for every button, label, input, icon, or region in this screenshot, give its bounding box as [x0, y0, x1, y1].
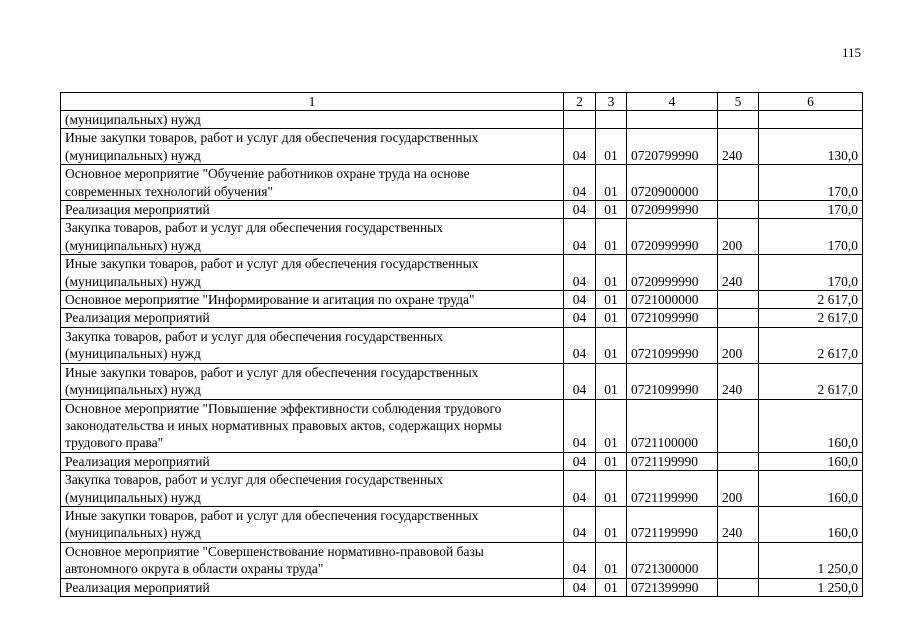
row-subsection: 01 — [596, 255, 627, 291]
row-name: Закупка товаров, работ и услуг для обеспечения государственных (муниципальных) нужд — [61, 219, 564, 255]
row-expense-type — [718, 201, 759, 219]
row-name: Основное мероприятие "Информирование и агитация по охране труда" — [61, 291, 564, 309]
table-row — [61, 255, 863, 291]
row-name: Иные закупки товаров, работ и услуг для обеспечения государственных (муниципальных) нужд — [61, 363, 564, 399]
table-row — [61, 452, 863, 470]
row-amount: 2 617,0 — [759, 309, 863, 327]
row-target-code: 0721199990 — [627, 471, 718, 507]
row-target-code: 0721099990 — [627, 309, 718, 327]
row-section: 04 — [564, 255, 596, 291]
row-section: 04 — [564, 506, 596, 542]
row-amount: 2 617,0 — [759, 327, 863, 363]
row-expense-type: 200 — [718, 219, 759, 255]
header-col-section: 2 — [564, 93, 596, 111]
row-amount: 170,0 — [759, 255, 863, 291]
table-row — [61, 111, 863, 129]
row-amount: 160,0 — [759, 399, 863, 452]
row-expense-type: 240 — [718, 255, 759, 291]
row-expense-type — [718, 578, 759, 596]
row-target-code: 0721199990 — [627, 506, 718, 542]
row-expense-type — [718, 452, 759, 470]
header-col-subsection: 3 — [596, 93, 627, 111]
row-expense-type: 200 — [718, 471, 759, 507]
row-section — [564, 111, 596, 129]
row-expense-type — [718, 111, 759, 129]
row-subsection: 01 — [596, 471, 627, 507]
row-name: Иные закупки товаров, работ и услуг для обеспечения государственных (муниципальных) нужд — [61, 506, 564, 542]
row-expense-type — [718, 309, 759, 327]
row-section: 04 — [564, 399, 596, 452]
row-subsection: 01 — [596, 399, 627, 452]
row-amount: 160,0 — [759, 506, 863, 542]
row-name: Иные закупки товаров, работ и услуг для обеспечения государственных (муниципальных) нужд — [61, 129, 564, 165]
row-subsection: 01 — [596, 201, 627, 219]
row-expense-type: 240 — [718, 129, 759, 165]
row-subsection: 01 — [596, 452, 627, 470]
row-subsection: 01 — [596, 542, 627, 578]
table-row — [61, 309, 863, 327]
row-name: Закупка товаров, работ и услуг для обеспечения государственных (муниципальных) нужд — [61, 327, 564, 363]
row-section: 04 — [564, 129, 596, 165]
row-expense-type — [718, 399, 759, 452]
table-row — [61, 578, 863, 596]
row-section: 04 — [564, 452, 596, 470]
table-row — [61, 542, 863, 578]
row-name: Реализация мероприятий — [61, 452, 564, 470]
table-row — [61, 471, 863, 507]
row-subsection: 01 — [596, 165, 627, 201]
row-target-code: 0721099990 — [627, 363, 718, 399]
row-section: 04 — [564, 542, 596, 578]
row-target-code: 0721100000 — [627, 399, 718, 452]
row-amount: 2 617,0 — [759, 291, 863, 309]
row-target-code: 0721099990 — [627, 327, 718, 363]
row-subsection: 01 — [596, 309, 627, 327]
row-section: 04 — [564, 291, 596, 309]
row-subsection: 01 — [596, 506, 627, 542]
row-expense-type: 240 — [718, 506, 759, 542]
row-section: 04 — [564, 578, 596, 596]
row-name: Иные закупки товаров, работ и услуг для обеспечения государственных (муниципальных) нужд — [61, 255, 564, 291]
row-subsection: 01 — [596, 363, 627, 399]
row-expense-type — [718, 542, 759, 578]
row-amount: 160,0 — [759, 452, 863, 470]
row-amount: 130,0 — [759, 129, 863, 165]
table-row — [61, 219, 863, 255]
row-target-code: 0721199990 — [627, 452, 718, 470]
header-col-name: 1 — [61, 93, 564, 111]
row-target-code: 0720900000 — [627, 165, 718, 201]
row-target-code: 0721399990 — [627, 578, 718, 596]
row-amount: 2 617,0 — [759, 363, 863, 399]
row-target-code: 0720999990 — [627, 201, 718, 219]
row-name: Реализация мероприятий — [61, 309, 564, 327]
header-col-expense-type: 5 — [718, 93, 759, 111]
row-subsection: 01 — [596, 291, 627, 309]
row-target-code: 0721000000 — [627, 291, 718, 309]
page-number: 115 — [841, 45, 861, 60]
row-name: Реализация мероприятий — [61, 201, 564, 219]
header-col-amount: 6 — [759, 93, 863, 111]
table-row — [61, 506, 863, 542]
table-row — [61, 165, 863, 201]
row-target-code: 0720999990 — [627, 219, 718, 255]
table-row — [61, 399, 863, 452]
row-target-code: 0720799990 — [627, 129, 718, 165]
row-name: Закупка товаров, работ и услуг для обеспечения государственных (муниципальных) нужд — [61, 471, 564, 507]
row-expense-type: 240 — [718, 363, 759, 399]
row-section: 04 — [564, 201, 596, 219]
row-expense-type: 200 — [718, 327, 759, 363]
row-name: Основное мероприятие "Совершенствование нормативно-правовой базы автономного округа в области охраны труда" — [61, 542, 564, 578]
row-amount: 160,0 — [759, 471, 863, 507]
row-amount: 170,0 — [759, 219, 863, 255]
header-col-target-code: 4 — [627, 93, 718, 111]
row-target-code: 0720999990 — [627, 255, 718, 291]
row-target-code — [627, 111, 718, 129]
table-row — [61, 363, 863, 399]
row-section: 04 — [564, 471, 596, 507]
row-amount: 1 250,0 — [759, 542, 863, 578]
row-expense-type — [718, 165, 759, 201]
budget-table — [60, 92, 863, 597]
row-subsection: 01 — [596, 129, 627, 165]
row-subsection: 01 — [596, 219, 627, 255]
table-row — [61, 201, 863, 219]
row-expense-type — [718, 291, 759, 309]
table-row — [61, 129, 863, 165]
row-section: 04 — [564, 165, 596, 201]
row-amount: 170,0 — [759, 201, 863, 219]
table-row — [61, 291, 863, 309]
row-subsection — [596, 111, 627, 129]
row-name: Основное мероприятие "Повышение эффективности соблюдения трудового законодательства и иных нормативных правовых актов, содержащих нормы трудового права" — [61, 399, 564, 452]
row-section: 04 — [564, 219, 596, 255]
row-subsection: 01 — [596, 327, 627, 363]
row-name: Реализация мероприятий — [61, 578, 564, 596]
row-name: Основное мероприятие "Обучение работников охране труда на основе современных технологий обучения" — [61, 165, 564, 201]
row-name: (муниципальных) нужд — [61, 111, 564, 129]
table-row — [61, 327, 863, 363]
row-amount: 1 250,0 — [759, 578, 863, 596]
row-amount: 170,0 — [759, 165, 863, 201]
row-target-code: 0721300000 — [627, 542, 718, 578]
header-row — [61, 93, 863, 111]
row-section: 04 — [564, 327, 596, 363]
row-amount — [759, 111, 863, 129]
row-section: 04 — [564, 363, 596, 399]
row-section: 04 — [564, 309, 596, 327]
row-subsection: 01 — [596, 578, 627, 596]
